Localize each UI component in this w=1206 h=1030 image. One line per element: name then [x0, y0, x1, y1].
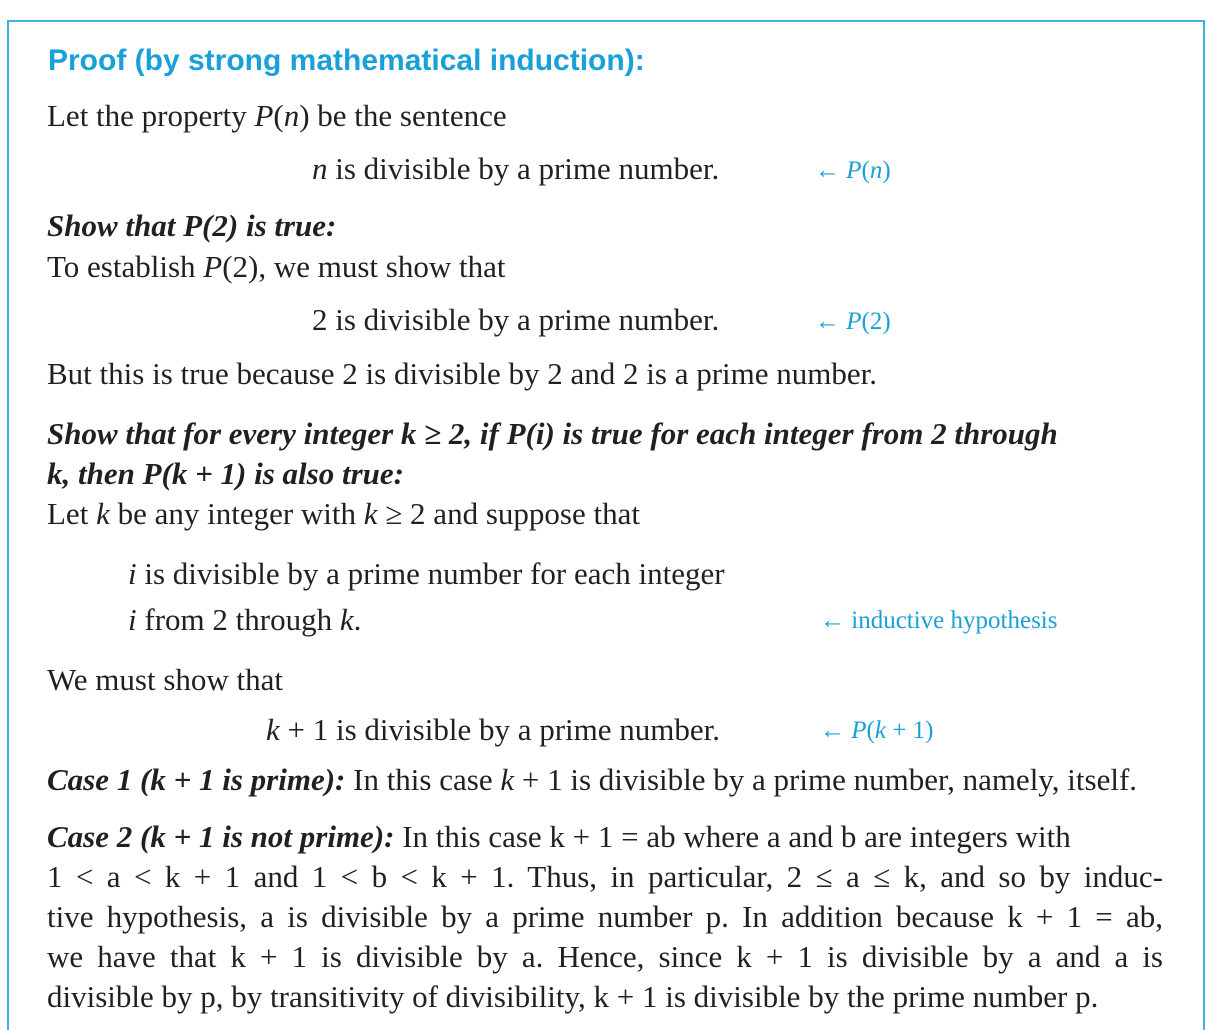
case-1: Case 1 (k + 1 is prime): In this case k + 1 is divisible by a prime number, namely, itself. — [47, 762, 1138, 797]
base-case-heading: Show that P(2) is true: — [47, 208, 337, 243]
case-2-line-3: tive hypothesis, a is divisible by a prime number p. In addition because k + 1 = ab, — [47, 899, 1163, 934]
base-case-intro: To establish P(2), we must show that — [47, 249, 506, 284]
case-2-line-2: 1 < a < k + 1 and 1 < b < k + 1. Thus, in particular, 2 ≤ a ≤ k, and so by induc- — [47, 859, 1163, 894]
case-2-line-4: we have that k + 1 is divisible by a. Hence, since k + 1 is divisible by a and a is — [47, 939, 1163, 974]
goal-statement: k + 1 is divisible by a prime number. — [266, 712, 721, 747]
hypothesis-line-1: i is divisible by a prime number for each integer — [128, 556, 725, 591]
annotation-p-k-plus-1: ← P(k + 1) — [820, 717, 934, 744]
proof-heading: Proof (by strong mathematical induction): — [48, 44, 645, 77]
intro-line: Let the property P(n) be the sentence — [47, 98, 507, 133]
case-2-line-1: Case 2 (k + 1 is not prime): In this case k + 1 = ab where a and b are integers with — [47, 819, 1071, 854]
annotation-inductive-hypothesis: ← inductive hypothesis — [820, 607, 1058, 634]
property-statement: n is divisible by a prime number. — [312, 151, 720, 186]
inductive-step-intro: Let k be any integer with k ≥ 2 and suppose that — [47, 496, 640, 531]
must-show-line: We must show that — [47, 662, 284, 697]
annotation-p-2: ← P(2) — [815, 308, 891, 335]
inductive-step-heading-2: k, then P(k + 1) is also true: — [47, 456, 404, 491]
base-case-statement: 2 is divisible by a prime number. — [312, 302, 720, 337]
hypothesis-line-2: i from 2 through k. — [128, 602, 362, 637]
case-2-line-5: divisible by p, by transitivity of divisibility, k + 1 is divisible by the prime number p. — [47, 979, 1099, 1014]
inductive-step-heading-1: Show that for every integer k ≥ 2, if P(i) is true for each integer from 2 through — [47, 416, 1058, 451]
annotation-p-n: ← P(n) — [815, 157, 891, 184]
base-case-conclusion: But this is true because 2 is divisible by 2 and 2 is a prime number. — [47, 356, 877, 391]
